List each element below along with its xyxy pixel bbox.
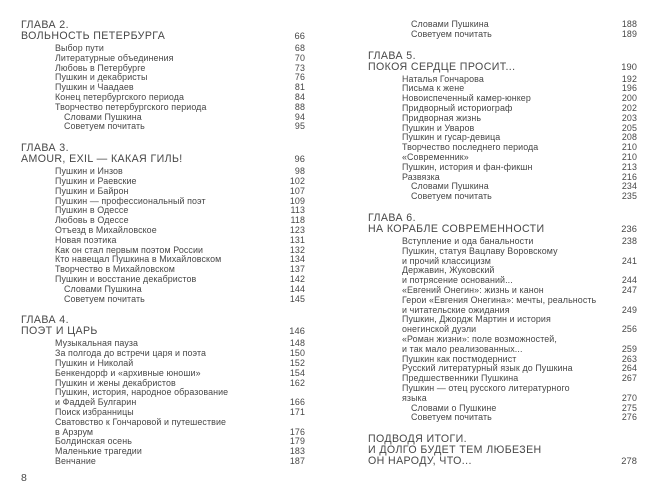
chapter-heading-line: ГЛАВА 6.	[368, 211, 416, 224]
toc-entry	[368, 266, 637, 286]
toc-entry-page: 216	[621, 171, 637, 182]
chapter-heading	[21, 20, 305, 42]
toc-entry-line: Конец петербургского периода	[55, 91, 185, 102]
toc-entry-line: Кто навещал Пушкина в Михайловском	[55, 254, 222, 265]
chapter-heading	[368, 213, 637, 235]
toc-entry-page: 113	[290, 205, 305, 216]
toc-entry-page: 241	[621, 255, 637, 266]
toc-entry-page: 152	[289, 357, 305, 368]
toc-entry-line: Предшественники Пушкина	[402, 373, 519, 384]
toc-entry-page: 213	[621, 161, 637, 172]
toc-entry-page: 263	[621, 353, 637, 364]
toc-section	[368, 434, 637, 467]
toc-entry-line: Пушкин и Байрон	[55, 185, 129, 196]
toc-entry-page: 150	[289, 348, 305, 359]
toc-entry-line: Болдинская осень	[55, 436, 132, 447]
toc-section	[368, 213, 637, 423]
chapter-heading-line: ОН НАРОДУ, ЧТО...	[368, 455, 472, 468]
chapter-page-number: 236	[621, 223, 637, 234]
toc-entry-line: Развязка	[402, 171, 440, 182]
chapter-heading-line: ПОЭТ И ЦАРЬ	[21, 325, 98, 338]
toc-entry-label	[55, 418, 282, 438]
toc-entry-label	[411, 413, 614, 423]
toc-entry	[368, 247, 637, 267]
toc-entry	[368, 404, 637, 414]
toc-entry-line: Как он стал первым поэтом России	[55, 244, 204, 255]
toc-entry-line: Советуем почитать	[411, 28, 492, 39]
toc-entry-page: 95	[294, 121, 305, 132]
toc-entry-page: 179	[289, 436, 305, 447]
toc-entry-line: Советуем почитать	[64, 121, 145, 132]
toc-entry	[368, 182, 637, 192]
toc-entry-line: Творчество в Михайловском	[55, 264, 175, 275]
page-folio: 8	[21, 472, 27, 484]
toc-entry-line: Бенкендорф и «архивные юноши»	[55, 367, 201, 378]
toc-entry-line: Словами Пушкина	[411, 19, 489, 29]
toc-entry-line: Любовь в Одессе	[55, 215, 129, 226]
chapter-heading-lines	[21, 143, 286, 165]
toc-entry-label	[64, 295, 282, 305]
toc-entry-page: 134	[289, 254, 305, 265]
toc-entry-line: Словами Пушкина	[411, 181, 489, 192]
toc-section	[21, 20, 305, 132]
chapter-page-number: 278	[621, 456, 637, 467]
toc-entry-page: 132	[289, 244, 305, 255]
toc-entry-line: языка	[402, 392, 427, 403]
toc-entry-line: Творчество петербургского периода	[55, 101, 207, 112]
toc-entry	[368, 192, 637, 202]
toc-entry-line: Пушкин и Уваров	[402, 122, 475, 133]
toc-entry-page: 192	[621, 73, 637, 84]
toc-entry-page: 166	[289, 397, 305, 408]
toc-entry-line: Пушкин и Раевские	[55, 175, 137, 186]
toc-entry-page: 137	[289, 264, 305, 275]
chapter-heading-lines	[368, 51, 613, 73]
toc-entry-page: 107	[289, 185, 305, 196]
toc-entry-line: Русский литературный язык до Пушкина	[402, 363, 573, 374]
toc-entry-line: Словами Пушкина	[64, 283, 142, 294]
toc-entry-line: Литературные объединения	[55, 52, 174, 63]
toc-entry-line: Советуем почитать	[411, 191, 492, 202]
toc-entry-page: 205	[621, 122, 637, 133]
toc-entry-page: 244	[621, 275, 637, 286]
toc-entry-line: и Фаддей Булгарин	[55, 397, 137, 408]
toc-entry-line: Пушкин, история, народное образование	[55, 387, 229, 398]
chapter-heading-line: ГЛАВА 2.	[21, 19, 69, 31]
toc-entry-line: «Современник»	[402, 151, 469, 162]
toc-entry-page: 256	[621, 324, 637, 335]
toc-entry-page: 187	[289, 455, 305, 466]
toc-entry-page: 68	[294, 43, 305, 53]
toc-entry-page: 98	[294, 166, 305, 177]
toc-entry-line: Вступление и ода банальности	[402, 235, 534, 246]
toc-entry-label	[402, 335, 614, 355]
toc-entry-page: 189	[621, 28, 637, 39]
toc-entry-page: 123	[289, 224, 305, 235]
toc-entry-line: Отъезд в Михайловское	[55, 224, 157, 235]
chapter-heading	[21, 143, 305, 165]
toc-entry	[21, 295, 305, 305]
toc-entry-page: 210	[621, 151, 637, 162]
toc-entry-line: Пушкин как постмодернист	[402, 353, 517, 364]
toc-entry-line: в Арзрум	[55, 426, 94, 437]
toc-entry-page: 154	[289, 367, 305, 378]
toc-entry	[368, 173, 637, 183]
toc-entry-page: 203	[621, 112, 637, 123]
toc-entry	[368, 335, 637, 355]
toc-entry-page: 109	[289, 195, 305, 206]
toc-entry-line: Пушкин и гусар-девица	[402, 132, 501, 143]
chapter-heading-line: ПОКОЯ СЕРДЦЕ ПРОСИТ...	[368, 60, 516, 73]
chapter-heading-lines	[21, 315, 281, 337]
toc-entry-line: Пушкин и Николай	[55, 357, 134, 368]
toc-section	[368, 20, 637, 40]
toc-entry-page: 275	[621, 402, 637, 413]
toc-entry-page: 118	[290, 215, 305, 226]
chapter-page-number: 190	[621, 61, 637, 72]
toc-entry-page: 267	[621, 373, 637, 384]
toc-entry-line: «Евгений Онегин»: жизнь и канон	[402, 284, 544, 295]
toc-entry-page: 148	[289, 338, 305, 349]
chapter-heading-line: НА КОРАБЛЕ СОВРЕМЕННОСТИ	[368, 222, 545, 235]
toc-entry-page: 183	[289, 446, 305, 457]
toc-entry-page: 162	[289, 377, 305, 388]
toc-section	[21, 143, 305, 304]
toc-entry-page: 276	[621, 412, 637, 423]
toc-entry-line: и прочий классицизм	[402, 255, 491, 266]
toc-entry-page: 131	[289, 234, 305, 245]
toc-entry	[368, 315, 637, 335]
toc-entry-line: Музыкальная пауза	[55, 338, 139, 349]
toc-entry-line: онегинской дуэли	[402, 324, 477, 335]
toc-entry	[368, 30, 637, 40]
toc-entry-page: 210	[621, 142, 637, 153]
chapter-heading-lines	[368, 213, 613, 235]
toc-entry-page: 188	[621, 19, 637, 29]
toc-entry-line: Наталья Гончарова	[402, 73, 484, 84]
toc-entry-line: Творчество последнего периода	[402, 142, 539, 153]
toc-entry-line: Поиск избранницы	[55, 406, 134, 417]
toc-entry-line: Словами Пушкина	[64, 111, 142, 122]
chapter-heading-line: ВОЛЬНОСТЬ ПЕТЕРБУРГА	[21, 30, 166, 42]
toc-entry-page: 84	[294, 91, 305, 102]
toc-entry-label	[402, 247, 614, 267]
toc-entry-label	[411, 30, 614, 40]
toc-entry-line: и потрясение оснований...	[402, 275, 513, 286]
toc-entry-line: За полгода до встречи царя и поэта	[55, 348, 207, 359]
toc-entry-page: 142	[289, 273, 305, 284]
toc-entry-page: 200	[621, 93, 637, 104]
toc-entry-line: Советуем почитать	[64, 293, 145, 304]
toc-entry	[368, 413, 637, 423]
toc-entry	[21, 388, 305, 408]
chapter-heading-lines	[21, 20, 286, 42]
toc-entry-page: 202	[621, 102, 637, 113]
toc-entry-line: и так мало реализованных...	[402, 343, 523, 354]
toc-entry-line: Советуем почитать	[411, 412, 492, 423]
toc-entry-line: Любовь в Петербурге	[55, 62, 146, 73]
toc-entry-label	[402, 384, 614, 404]
toc-entry-line: Выбор пути	[55, 43, 104, 53]
chapter-heading	[368, 51, 637, 73]
chapter-heading	[21, 315, 305, 337]
toc-entry-page: 249	[621, 304, 637, 315]
toc-entry-line: Новая поэтика	[55, 234, 117, 245]
toc-entry-line: Пушкин, Джордж Мартин и история	[402, 314, 551, 325]
chapter-heading-line: ГЛАВА 4.	[21, 314, 69, 327]
toc-entry-page: 70	[294, 52, 305, 63]
toc-entry	[368, 296, 637, 316]
toc-entry-page: 144	[289, 283, 305, 294]
toc-column-1	[21, 20, 305, 469]
toc-entry-label	[402, 296, 614, 316]
toc-section	[368, 51, 637, 202]
toc-entry-line: Пушкин и декабристы	[55, 72, 148, 83]
toc-entry-page: 73	[294, 62, 305, 73]
toc-entry	[368, 384, 637, 404]
toc-entry-line: Пушкин — отец русского литературного	[402, 382, 570, 393]
toc-entry-line: и читательские ожидания	[402, 304, 510, 315]
toc-entry	[21, 457, 305, 467]
chapter-heading-line: ГЛАВА 3.	[21, 142, 69, 155]
toc-entry-line: Новоиспеченный камер-юнкер	[402, 93, 531, 104]
toc-entry-line: Пушкин в Одессе	[55, 205, 129, 216]
toc-entry	[368, 20, 637, 30]
toc-entry-line: Пушкин и Инзов	[55, 166, 123, 177]
toc-entry-page: 102	[289, 175, 305, 186]
toc-entry-line: Пушкин — профессиональный поэт	[55, 195, 206, 206]
chapter-page-number: 66	[294, 31, 305, 41]
toc-entry-line: Маленькие трагедии	[55, 446, 142, 457]
chapter-heading-line: И ДОЛГО БУДЕТ ТЕМ ЛЮБЕЗЕН	[368, 444, 542, 457]
toc-entry-label	[55, 457, 282, 467]
toc-entry-page: 81	[294, 82, 305, 93]
toc-entry-label	[411, 192, 614, 202]
toc-column-2	[368, 20, 637, 469]
toc-entry-label	[402, 266, 614, 286]
toc-entry	[21, 418, 305, 438]
toc-entry-line: Герои «Евгения Онегина»: мечты, реальность	[402, 294, 597, 305]
toc-entry-line: Пушкин, история и фан-фикшн	[402, 161, 533, 172]
chapter-heading-line: ПОДВОДЯ ИТОГИ.	[368, 433, 468, 446]
chapter-page-number: 146	[289, 326, 305, 337]
chapter-heading	[368, 434, 637, 467]
chapter-heading-line: ГЛАВА 5.	[368, 49, 416, 62]
toc-entry-line: «Роман жизни»: поле возможностей,	[402, 333, 557, 344]
toc-entry-page: 247	[621, 284, 637, 295]
toc-entry-page: 171	[289, 406, 305, 417]
toc-entry-label	[402, 315, 614, 335]
toc-entry-line: Пушкин и восстание декабристов	[55, 273, 197, 284]
toc-entry-page: 264	[621, 363, 637, 374]
toc-section	[21, 315, 305, 466]
toc-entry-line: Придворный историограф	[402, 102, 513, 113]
toc-entry-line: Придворная жизнь	[402, 112, 482, 123]
toc-entry-line: Державин, Жуковский	[402, 265, 495, 276]
toc-entry-line: Пушкин, статуя Вацлаву Воровскому	[402, 245, 558, 256]
toc-entry-label	[64, 122, 287, 132]
toc-entry-page: 88	[294, 101, 305, 112]
toc-entry-page: 259	[621, 343, 637, 354]
toc-entry-label	[55, 388, 282, 408]
toc-entry-page: 234	[621, 181, 637, 192]
toc-entry-page: 196	[621, 83, 637, 94]
chapter-heading-line: AMOUR, EXIL — КАКАЯ ГИЛЬ!	[21, 153, 183, 166]
toc-entry-page: 208	[621, 132, 637, 143]
toc-entry-line: Венчание	[55, 455, 96, 466]
toc-entry-line: Пушкин и Чаадаев	[55, 82, 134, 93]
toc-entry	[21, 122, 305, 132]
toc-entry-line: Пушкин и жены декабристов	[55, 377, 176, 388]
toc-entry-page: 238	[621, 235, 637, 246]
toc-entry-page: 145	[289, 293, 305, 304]
toc-entry-page: 76	[294, 72, 305, 83]
toc-entry-page: 235	[621, 191, 637, 202]
chapter-heading-lines	[368, 434, 613, 467]
toc-entry-line: Сватовство к Гончаровой и путешествие	[55, 416, 227, 427]
chapter-page-number: 96	[294, 154, 305, 165]
toc-entry-line: Словами о Пушкине	[411, 402, 497, 413]
toc-entry-line: Письма к жене	[402, 83, 465, 94]
toc-entry-page: 270	[621, 392, 637, 403]
toc-entry-page: 94	[294, 111, 305, 122]
toc-entry-page: 176	[289, 426, 305, 437]
